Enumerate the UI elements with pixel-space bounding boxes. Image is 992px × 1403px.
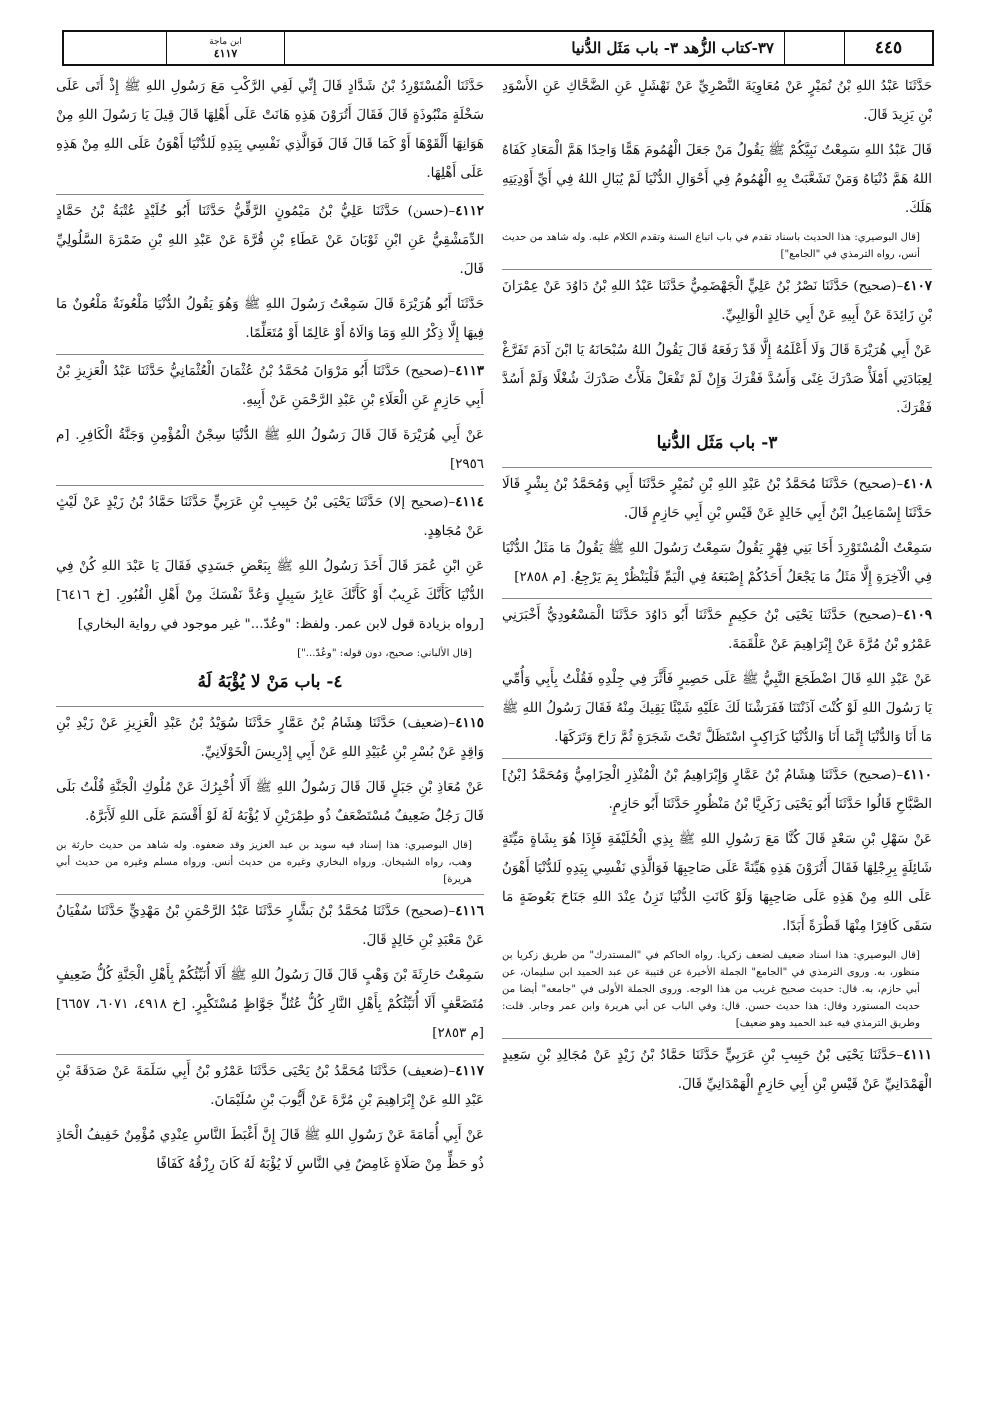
hadith-text [56,290,484,348]
hadith-isnad [56,485,484,546]
hadith-number: ٤١١٣ [455,363,484,379]
hadith-text [56,421,484,479]
hadith-text [502,72,932,130]
footnote: [قال البوصيري: هذا اسناد ضعيف لضعف زكريا. رواه الحاكم في "المستدرك" من طريق زكريا بن منظور، به. وروى الترمذي في "الجامع" الجملة الأخيرة عن قتيبة عن عبد الحميد ابن سليمان، عن أبي حازم، به. قال: حديث صحيح غريب من هذا الوجه. وروى الجملة الأولى في "جامعه" أيضا من حديث المستورد وقال: هذا حديث حسن. قال: وفي الباب عن أبي هريرة وابن عمر وجابر. قلت: وطريق الترمذي فيه عبد الحميد وهو ضعيف] [502,950,920,1029]
paragraph-text: عَنْ سَهْلِ بْنِ سَعْدٍ قَالَ كُنَّا مَعَ رَسُولِ اللهِ ﷺ بِذِي الْحُلَيْفَةِ فَإِذَا هُوَ بِشَاةٍ مَيِّتَةٍ شَائِلَةٍ بِرِجْلِهَا فَقَالَ أَتُرَوْنَ هَذِهِ هَيِّنَةً عَلَى صَاحِبِهَا فَوَالَّذِي نَفْسِي بِيَدِهِ لَلدُّنْيَا أَهْوَنُ عَلَى اللهِ مِنْ هَذِهِ عَلَى صَاحِبِهَا وَلَوْ كَانَتِ الدُّنْيَا تَزِنُ عِنْدَ اللهِ جَنَاحَ بَعُوضَةٍ مَا سَقَى كَافِرًا مِنْهَا قَطْرَةً أَبَدًا. [502,832,932,934]
hadith-text [56,773,484,831]
book-range: ٤١١٧ [213,47,238,60]
paragraph-text: –(صحيح) حَدَّثَنَا نَصْرُ بْنُ عَلِيٍّ الْجَهْضَمِيُّ حَدَّثَنَا عَبْدُ اللهِ بْنُ دَاوُدَ عَنْ عِمْرَانَ بْنِ زَائِدَةَ عَنْ أَبِيهِ عَنْ أَبِي خَالِدٍ الْوَالِبِيِّ. [502,279,932,323]
page-header [62,30,934,66]
paragraph-text: حَدَّثَنَا الْمُسْتَوْرِدُ بْنُ شَدَّادٍ قَالَ إِنِّي لَفِي الرَّكْبِ مَعَ رَسُولِ اللهِ ﷺ إِذْ أَتَى عَلَى سَخْلَةٍ مَنْبُوذَةٍ قَالَ فَقَالَ أَتُرَوْنَ هَذِهِ هَانَتْ عَلَى أَهْلِهَا قَالَ قِيلَ يَا رَسُولَ اللهِ مِنْ هَوَانِهَا أَلْقَوْهَا أَوْ كَمَا قَالَ قَالَ فَوَالَّذِي نَفْسِي بِيَدِهِ لَلدُّنْيَا أَهْوَنُ عَلَى اللهِ مِنْ هَذِهِ عَلَى أَهْلِهَا. [56,79,484,181]
hadith-number: ٤١٠٨ [903,476,932,492]
paragraph-text: عَنِ ابْنِ عُمَرَ قَالَ أَخَذَ رَسُولُ اللهِ ﷺ بِبَعْضِ جَسَدِي فَقَالَ يَا عَبْدَ اللهِ كُنْ فِي الدُّنْيَا كَأَنَّكَ غَرِيبٌ أَوْ كَأَنَّكَ عَابِرُ سَبِيلٍ وَعُدَّ نَفْسَكَ مِنْ أَهْلِ الْقُبُورِ. [خ ٦٤١٦] [رواه بزيادة قول لابن عمر. ولفظ: "وعُدّ..." غير موجود في رواية البخاري] [56,559,484,632]
right-column [502,72,932,1105]
paragraph-text: –(صحيح إلا) حَدَّثَنَا يَحْيَى بْنُ حَبِيبِ بْنِ عَرَبِيٍّ حَدَّثَنَا حَمَّادُ بْنُ زَيْدٍ عَنْ لَيْثٍ عَنْ مُجَاهِدٍ. [56,495,484,539]
hadith-isnad [56,354,484,415]
hadith-number: ٤١١٦ [455,903,484,919]
hadith-number: ٤١١١ [903,1047,932,1063]
paragraph-text: عَنْ مُعَاذِ بْنِ جَبَلٍ قَالَ قَالَ رَسُولُ اللهِ ﷺ أَلَا أُخْبِرُكَ عَنْ مُلُوكِ الْجَنَّةِ قُلْتُ بَلَى قَالَ رَجُلٌ ضَعِيفٌ مُسْتَضْعَفٌ ذُو طِمْرَيْنِ لَا يُؤْبَهُ لَهُ لَوْ أَقْسَمَ عَلَى اللهِ لَأَبَرَّهُ. [56,780,484,824]
hadith-number: ٤١١٥ [455,715,484,731]
hadith-number: ٤١٠٧ [903,278,932,294]
paragraph-text: سَمِعْتُ الْمُسْتَوْرِدَ أَخَا بَنِي فِهْرٍ يَقُولُ سَمِعْتُ رَسُولَ اللهِ ﷺ يَقُولُ مَا مَثَلُ الدُّنْيَا فِي الْآخِرَةِ إِلَّا مَثَلُ مَا يَجْعَلُ أَحَدُكُمْ إِصْبَعَهُ فِي الْيَمِّ فَلْيَنْظُرْ بِمَ يَرْجِعُ. [م ٢٨٥٨] [502,541,932,585]
footnote: [قال البوصيري: هذا إسناد فيه سويد بن عبد العزيز وقد ضعفوه. وله شاهد من حديث حارثة بن وهب، رواه الشيخان. ورواه البخاري وغيره من حديث أنس. ورواه مسلم وغيره من حديث أبي هريرة] [56,840,472,885]
hadith-isnad [56,706,484,767]
paragraph-text: –(صحيح) حَدَّثَنَا هِشَامُ بْنُ عَمَّارٍ وَإِبْرَاهِيمُ بْنُ الْمُنْذِرِ الْحِزَامِيُّ وَمُحَمَّدُ [بْنُ] الصَّبَّاحِ قَالُوا حَدَّثَنَا أَبُو يَحْيَى زَكَرِيَّا بْنُ مَنْظُورٍ حَدَّثَنَا أَبُو حَازِمٍ. [502,768,932,812]
hadith-isnad [502,1038,932,1099]
chapter-heading: ٣- باب مَثَل الدُّنيا [656,433,778,453]
paragraph-text: –(ضعيف) حَدَّثَنَا مُحَمَّدُ بْنُ يَحْيَى حَدَّثَنَا عَمْرُو بْنُ أَبِي سَلَمَةَ عَنْ صَدَقَةَ بْنِ عَبْدِ اللهِ عَنْ إِبْرَاهِيمَ بْنِ مُرَّةَ عَنْ أَيُّوبَ بْنِ سُلَيْمَانَ. [56,1064,484,1108]
hadith-text [502,825,932,941]
paragraph-text: –(صحيح) حَدَّثَنَا أَبُو مَرْوَانَ مُحَمَّدُ بْنُ عُثْمَانَ الْعُثْمَانِيُّ حَدَّثَنَا عَبْدُ الْعَزِيزِ بْنُ أَبِي حَازِمٍ عَنِ الْعَلَاءِ بْنِ عَبْدِ الرَّحْمَنِ عَنْ أَبِيهِ. [56,364,484,408]
paragraph-text: حَدَّثَنَا أَبُو هُرَيْرَةَ قَالَ سَمِعْتُ رَسُولَ اللهِ ﷺ وَهُوَ يَقُولُ الدُّنْيَا مَلْعُونَةٌ مَلْعُونٌ مَا فِيهَا إِلَّا ذِكْرُ اللهِ وَمَا وَالَاهُ أَوْ عَالِمًا أَوْ مُتَعَلِّمًا. [56,297,484,341]
header-spacer [784,32,844,64]
hadith-isnad [56,194,484,284]
paragraph-text: –حَدَّثَنَا يَحْيَى بْنُ حَبِيبِ بْنِ عَرَبِيٍّ حَدَّثَنَا حَمَّادُ بْنُ زَيْدٍ عَنْ مُجَالِدِ بْنِ سَعِيدٍ الْهَمْدَانِيِّ عَنْ قَيْسِ بْنِ أَبِي حَازِمٍ الْهَمْدَانِيِّ قَالَ. [502,1048,932,1092]
paragraph-text: عَنْ أَبِي هُرَيْرَةَ قَالَ قَالَ رَسُولُ اللهِ ﷺ الدُّنْيَا سِجْنُ الْمُؤْمِنِ وَجَنَّةُ الْكَافِرِ. [م ٢٩٥٦] [56,428,484,472]
hadith-text [502,534,932,592]
hadith-number: ٤١١٠ [903,767,932,783]
paragraph-text: سَمِعْتُ حَارِثَةَ بْنَ وَهْبٍ قَالَ قَالَ رَسُولُ اللهِ ﷺ أَلَا أُنَبِّئُكُمْ بِأَهْلِ الْجَنَّةِ كُلُّ ضَعِيفٍ مُتَضَعَّفٍ أَلَا أُنَبِّئُكُمْ بِأَهْلِ النَّارِ كُلُّ عُتُلٍّ جَوَّاظٍ مُسْتَكْبِرٍ. [خ ٤٩١٨، ٦٠٧١، ٦٦٥٧] [م ٢٨٥٣] [56,968,484,1041]
paragraph-text: قَالَ عَبْدُ اللهِ سَمِعْتُ نَبِيَّكُمْ ﷺ يَقُولُ مَنْ جَعَلَ الْهُمُومَ هَمًّا وَاحِدًا هَمَّ الْمَعَادِ كَفَاهُ اللهُ هَمَّ دُنْيَاهُ وَمَنْ تَشَعَّبَتْ بِهِ الْهُمُومُ فِي أَحْوَالِ الدُّنْيَا لَمْ يُبَالِ اللهُ فِي أَيِّ أَوْدِيَتِهِ هَلَكَ. [502,143,932,216]
hadith-isnad [502,269,932,330]
book-label: ابن ماجة [209,37,242,47]
paragraph-text: –(ضعيف) حَدَّثَنَا هِشَامُ بْنُ عَمَّارٍ حَدَّثَنَا سُوَيْدُ بْنُ عَبْدِ الْعَزِيزِ عَنْ زَيْدِ بْنِ وَاقِدٍ عَنْ بُسْرِ بْنِ عُبَيْدِ اللهِ عَنْ أَبِي إِدْرِيسَ الْخَوْلَانِيِّ. [56,716,484,760]
hadith-number: ٤١١٤ [455,494,484,510]
paragraph-text: –(صحيح) حَدَّثَنَا مُحَمَّدُ بْنُ بَشَّارٍ حَدَّثَنَا عَبْدُ الرَّحْمَنِ بْنُ مَهْدِيٍّ حَدَّثَنَا سُفْيَانُ عَنْ مَعْبَدِ بْنِ خَالِدٍ قَالَ. [56,904,484,948]
paragraph-text: –(حسن) حَدَّثَنَا عَلِيُّ بْنُ مَيْمُونٍ الرَّقِّيُّ حَدَّثَنَا أَبُو خُلَيْدٍ عُتْبَةُ بْنُ حَمَّادٍ الدِّمَشْقِيُّ عَنِ ابْنِ ثَوْبَانَ عَنْ عَطَاءِ بْنِ قُرَّةَ عَنْ عَبْدِ اللهِ بْنِ ضَمْرَةَ السَّلُولِيِّ قَالَ. [56,204,484,277]
hadith-isnad [56,894,484,955]
hadith-text [56,552,484,639]
footnote: [قال البوصيري: هذا الحديث باسناد تقدم في باب اتباع السنة وتقدم الكلام عليه. وله شاهد من حديث أنس، رواه الترمذي في "الجامع"] [502,232,920,260]
paragraph-text: –(صحيح) حَدَّثَنَا يَحْيَى بْنُ حَكِيمٍ حَدَّثَنَا أَبُو دَاوُدَ حَدَّثَنَا الْمَسْعُودِيُّ أَخْبَرَنِي عَمْرُو بْنُ مُرَّةَ عَنْ إِبْرَاهِيمَ عَنْ عَلْقَمَةَ. [502,608,932,652]
page-number: ٤٤٥ [844,32,932,64]
hadith-number: ٤١١٢ [455,203,484,219]
paragraph-text: –(صحيح) حَدَّثَنَا مُحَمَّدُ بْنُ عَبْدِ اللهِ بْنِ نُمَيْرٍ حَدَّثَنَا أَبِي وَمُحَمَّدُ بْنُ بِشْرٍ قَالَا حَدَّثَنَا إِسْمَاعِيلُ ابْنُ أَبِي خَالِدٍ عَنْ قَيْسِ بْنِ أَبِي حَازِمٍ قَالَ. [502,477,932,521]
footnote: [قال الألباني: صحيح، دون قوله: "وعُدّ..."] [297,648,472,659]
header-empty-cell [64,32,166,64]
hadith-text [502,136,932,223]
book-reference [166,32,284,64]
hadith-text [56,72,484,188]
hadith-number: ٤١٠٩ [903,607,932,623]
hadith-isnad [502,467,932,528]
left-column [56,72,484,1185]
paragraph-text: عَنْ أَبِي أُمَامَةَ عَنْ رَسُولِ اللهِ ﷺ قَالَ إِنَّ أَغْبَطَ النَّاسِ عِنْدِي مُؤْمِنٌ خَفِيفُ الْحَاذِ ذُو حَظٍّ مِنْ صَلَاةٍ غَامِضٌ فِي النَّاسِ لَا يُؤْبَهُ لَهُ كَانَ رِزْقُهُ كَفَافًا [56,1128,484,1172]
hadith-text [502,665,932,752]
hadith-isnad [56,1054,484,1115]
hadith-number: ٤١١٧ [455,1063,484,1079]
hadith-text [56,1121,484,1179]
hadith-text [56,961,484,1048]
hadith-isnad [502,758,932,819]
hadith-text [502,336,932,423]
hadith-isnad [502,598,932,659]
paragraph-text: عَنْ عَبْدِ اللهِ قَالَ اضْطَجَعَ النَّبِيُّ ﷺ عَلَى حَصِيرٍ فَأَثَّرَ فِي جِلْدِهِ فَقُلْتُ بِأَبِي وَأُمِّي يَا رَسُولَ اللهِ لَوْ كُنْتَ آذَنْتَنَا فَفَرَشْنَا لَكَ عَلَيْهِ شَيْئًا يَقِيكَ مِنْهُ فَقَالَ رَسُولُ اللهِ ﷺ مَا أَنَا وَالدُّنْيَا إِنَّمَا أَنَا وَالدُّنْيَا كَرَاكِبٍ اسْتَظَلَّ تَحْتَ شَجَرَةٍ ثُمَّ رَاحَ وَتَرَكَهَا. [502,672,932,745]
paragraph-text: عَنْ أَبِي هُرَيْرَةَ قَالَ وَلَا أَعْلَمُهُ إِلَّا قَدْ رَفَعَهُ قَالَ يَقُولُ اللهُ سُبْحَانَهُ يَا ابْنَ آدَمَ تَفَرَّغْ لِعِبَادَتِي أَمْلَأْ صَدْرَكَ غِنًى وَأَسُدَّ فَقْرَكَ وَإِنْ لَمْ تَفْعَلْ مَلَأْتُ صَدْرَكَ شُغْلًا وَلَمْ أَسُدَّ فَقْرَكَ. [502,343,932,416]
chapter-title: ٣٧-كتاب الزُّهد ٣- باب مَثَل الدُّنيا [284,32,784,64]
paragraph-text: حَدَّثَنَا عَبْدُ اللهِ بْنُ نُمَيْرٍ عَنْ مُعَاوِيَةَ النَّصْرِيِّ عَنْ نَهْشَلٍ عَنِ الضَّحَّاكِ عَنِ الأَسْوَدِ بْنِ يَزِيدَ قَالَ. [502,79,932,123]
chapter-heading: ٤- باب مَنْ لا يُؤْبَهُ لَهُ [197,672,343,692]
